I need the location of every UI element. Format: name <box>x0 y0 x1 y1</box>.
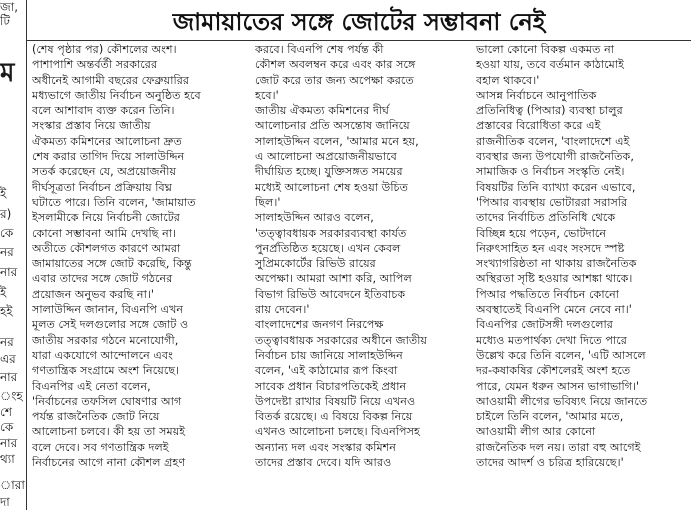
article-line: সামাজিক ও নির্বাচন সংস্কৃতি নেই। <box>476 165 625 179</box>
fragment-heading: ম <box>0 58 15 88</box>
article-line: পাশাপাশি অন্তর্বর্তী সরকারের <box>32 58 158 72</box>
fragment-text: নর <box>0 245 14 259</box>
article-line: দীর্ঘসূত্রতা নির্বাচন প্রক্রিয়ায় বিঘ্ন <box>32 180 172 194</box>
fragment-text: থ্যা <box>0 452 15 466</box>
article-line: হবে।' <box>255 88 279 102</box>
article-line: সতর্ক করেছেন যে, অপ্রয়োজনীয় <box>32 165 177 179</box>
article-line: বিচ্ছিন্ন হয়ে পড়েন, ভোটদানে <box>476 226 607 240</box>
article-line: আওয়ামী লীগের ভবিষ্যৎ নিয়ে জানতে <box>476 394 648 408</box>
article-line: বলে আশাবাদ ব্যক্ত করেন তিনি। <box>32 104 175 118</box>
fragment-text: ারা <box>0 478 25 492</box>
article-line: ভালো কোনো বিকল্প একমত না <box>476 43 615 56</box>
article-line: 'নির্বাচনের তফসিল ঘোষণার আগ <box>32 394 182 408</box>
article-line: রায় দেবেন।' <box>255 303 310 317</box>
article-line: (শেষ পৃষ্ঠার পর) কৌশলের অংশ। <box>32 43 177 56</box>
article-line: ঘটাতে পারে। তিনি বলেন, 'জামায়াত <box>32 195 196 209</box>
article-line: গণতান্ত্রিক সংগ্রামে অংশ নিয়েছে। <box>32 364 180 378</box>
article-line: ঐকমত্য কমিশনের আলোচনা দ্রুত <box>32 134 182 148</box>
article-line: উপদেষ্টা রাখার বিষয়টি নিয়ে এখনও <box>255 394 416 408</box>
article-line: অপেক্ষা। আমরা আশা করি, আপিল <box>255 272 412 286</box>
article-line: চাইলে তিনি বলেন, 'আমার মতে, <box>476 410 624 424</box>
article-line: অতীতে কৌশলগত কারণে আমরা <box>32 241 181 255</box>
fragment-text: টি <box>0 14 10 28</box>
article-line: সংস্কার প্রস্তাব নিয়ে জাতীয় <box>32 119 151 133</box>
article-line: বাংলাদেশের জনগণ নিরপেক্ষ <box>255 318 384 332</box>
article-line: রাজনীতিক বলেন, 'বাংলাদেশে এই <box>476 134 630 148</box>
fragment-text: ই <box>0 186 7 200</box>
article-line: রাজনৈতিক দল নয়। তারা বহু আগেই <box>476 440 641 454</box>
article-column-3 <box>476 42 688 510</box>
article-line: সাবেক প্রধান বিচারপতিকেই প্রধান <box>255 379 407 393</box>
article-line: তাদের আদর্শ ও চরিত্র হারিয়েছে।' <box>476 456 624 470</box>
article-line: জামায়াতের সঙ্গে জোট করেছি, কিন্তু <box>32 257 192 271</box>
article-line: নির্বাচনের আগে নানা কৌশল গ্রহণ <box>32 456 186 470</box>
article-line: অন্যান্য দল এবং সংস্কার কমিশন <box>255 440 396 454</box>
article-line: বিএনপির এই নেতা বলেন, <box>32 379 151 393</box>
fragment-text: ই <box>0 285 7 299</box>
fragment-text: কে <box>0 420 14 434</box>
headline-underline <box>27 40 691 41</box>
article-line: আলোচনা চলবে। কী হয় তা সময়ই <box>32 425 186 439</box>
article-line: কৌশল অবলম্বন করে এবং কার সঙ্গে <box>255 58 416 72</box>
article-line: বিএনপির জোটসঙ্গী দলগুলোর <box>476 318 613 332</box>
article-line: বলেন, 'এই কাঠামোর রূপ কিংবা <box>255 364 398 378</box>
article-line: এ আলোচনা অপ্রয়োজনীয়ভাবে <box>255 150 397 164</box>
article-line: মূলত সেই দলগুলোর সঙ্গে জোট ও <box>32 318 189 332</box>
article-line: জোট করে তার জন্য অপেক্ষা করতে <box>255 73 414 87</box>
article-line: পর্যন্ত রাজনৈতিক জোট নিয়ে <box>32 410 160 424</box>
article-line: বিষয়টির তিনি ব্যাখ্যা করেন এভাবে, <box>476 180 636 194</box>
fragment-text: নার <box>0 370 18 384</box>
article-line: মধ্যেও মতপার্থক্য দেখা দিতে পারে <box>476 333 627 347</box>
article-line: সুপ্রিমকোর্টের রিভিউ রায়ের <box>255 257 376 271</box>
article-line: করবে। বিএনপি শেষ পর্যন্ত কী <box>255 43 384 56</box>
article-line: প্রয়োজন অনুভব করছি না।' <box>32 287 154 301</box>
article-line: অবস্থাতেই বিএনপি মেনে নেবে না।' <box>476 303 632 317</box>
article-line: অধীনেই আগামী বছরের ফেব্রুয়ারির <box>32 73 190 87</box>
fragment-text: কে <box>0 226 14 240</box>
fragment-text: শে <box>0 405 12 419</box>
article-line: বিতর্ক রয়েছে। এ বিষয়ে বিকল্প নিয়ে <box>255 410 413 424</box>
fragment-text: র) <box>0 207 12 221</box>
fragment-text: নর <box>0 335 14 349</box>
fragment-text: নার <box>0 436 18 450</box>
article-line: ব্যবস্থার জন্য উপযোগী রাজনৈতিক, <box>476 150 634 164</box>
article-line: কোনো সম্ভাবনা আমি দেখছি না। <box>32 226 177 240</box>
article-line: তাদের নির্বাচিত প্রতিনিধি থেকে <box>476 211 616 225</box>
article-line: 'পিআর ব্যবস্থায় ভোটাররা সরাসরি <box>476 195 628 209</box>
article-line: মধ্যেই আলোচনা শেষ হওয়া উচিত <box>255 180 408 194</box>
fragment-text: দা <box>0 495 10 509</box>
article-line: নিরুৎসাহিত হন এবং সংসদে স্পষ্ট <box>476 241 625 255</box>
article-line: নির্বাচন চায় জানিয়ে সালাহউদ্দিন <box>255 348 403 362</box>
article-line: দীর্ঘায়িত হচ্ছে। যুক্তিসঙ্গত সময়ের <box>255 165 403 179</box>
article-line: পারে, যেমন ধরুন আসন ভাগাভাগি।' <box>476 379 640 393</box>
article-line: পিআর পদ্ধতিতে নির্বাচন কোনো <box>476 287 620 301</box>
article-line: 'তত্ত্বাবধায়ক সরকারব্যবস্থা কার্যত <box>255 226 407 240</box>
article-line: এখনও আলোচনা চলছে। বিএনপিসহ <box>255 425 420 439</box>
fragment-text: এর <box>0 352 16 366</box>
article-line: দর-কষাকষির কৌশলেরই অংশ হতে <box>476 364 631 378</box>
article-line: আলোচনার প্রতি অসন্তোষ জানিয়ে <box>255 119 410 133</box>
article-line: হওয়া যায়, তবে বর্তমান কাঠামোই <box>476 58 624 72</box>
article-line: বহাল থাকবে।' <box>476 73 540 87</box>
article-line: আওয়ামী লীগ আর কোনো <box>476 425 596 439</box>
left-column-fragments <box>0 0 26 510</box>
column-divider <box>26 0 27 510</box>
article-line: ছিল।' <box>255 195 281 209</box>
article-line: শেষ করার তাগিদ দিয়ে সালাউদ্দিন <box>32 150 185 164</box>
fragment-text: জা, <box>0 0 19 14</box>
fragment-text: হই <box>0 304 13 318</box>
article-line: আসন্ন নির্বাচনে আনুপাতিক <box>476 88 597 102</box>
article-line: তত্ত্বাবধায়ক সরকারের অধীনে জাতীয় <box>255 333 428 347</box>
article-line: বলে দেবে। সব গণতান্ত্রিক দলই <box>32 440 169 454</box>
article-line: জাতীয় সরকার গঠনে মনোযোগী, <box>32 333 179 347</box>
article-line: এবার তাদের সঙ্গে জোট গঠনের <box>32 272 173 286</box>
article-line: বিভাগ রিভিউ আবেদনে ইতিবাচক <box>255 287 406 301</box>
article-line: সালাহউদ্দিন বলেন, 'আমার মনে হয়, <box>255 134 419 148</box>
article-line: উল্লেখ করে তিনি বলেন, 'এটি আসলে <box>476 348 646 362</box>
fragment-text: নার <box>0 265 18 279</box>
article-column-1 <box>32 42 242 510</box>
article-line: প্রতিনিধিত্ব (পিআর) ব্যবস্থা চালুর <box>476 104 623 118</box>
article-line: সালাহউদ্দিন আরও বলেন, <box>255 211 374 225</box>
article-line: তাদের প্রস্তাব দেবে। যদি আরও <box>255 456 392 470</box>
fragment-text: ংহ <box>0 389 23 403</box>
article-line: মধ্যভাগে জাতীয় নির্বাচন অনুষ্ঠিত হবে <box>32 88 201 102</box>
article-line: জাতীয় ঐকমত্য কমিশনের দীর্ঘ <box>255 104 389 118</box>
article-line: পুনর্প্রতিষ্ঠিত হয়েছে। এখন কেবল <box>255 241 401 255</box>
article-line: অস্থিরতা সৃষ্টি হওয়ার আশঙ্কা থাকে। <box>476 272 633 286</box>
headline: জামায়াতের সঙ্গে জোটের সম্ভাবনা নেই <box>172 7 546 36</box>
article-line: সংখ্যাগরিষ্ঠতা না থাকায় রাজনৈতিক <box>476 257 637 271</box>
article-line: প্রস্তাবের বিরোধিতা করে এই <box>476 119 601 133</box>
article-line: ইসলামীকে নিয়ে নির্বাচনী জোটের <box>32 211 180 225</box>
article-column-2 <box>255 42 465 510</box>
article-line: যারা একযোগে আন্দোলনে এবং <box>32 348 173 362</box>
article-line: সালাউদ্দিন জানান, বিএনপি এখন <box>32 303 184 317</box>
